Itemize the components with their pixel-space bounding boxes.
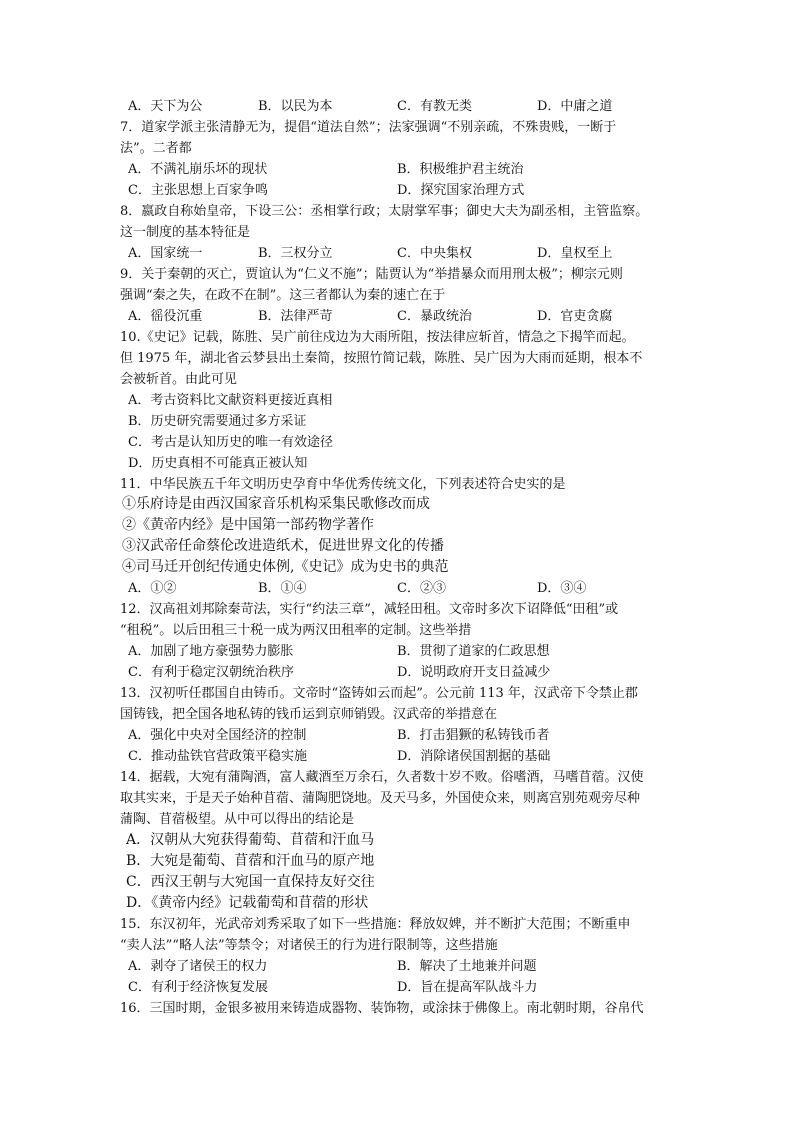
q7-option-b: B．积极维护君主统治 xyxy=(397,162,524,177)
q11-item-2: ②《黄帝内经》是中国第一部药物学著作 xyxy=(122,517,374,533)
q6-option-b: B．以民为本 xyxy=(258,99,333,114)
q9-stem-line-1: 9．关于秦朝的灭亡，贾谊认为“仁义不施”；陆贾认为“举措暴众而用刑太极”；柳宗元则 xyxy=(120,267,623,282)
q9-option-d: D．官吏贪腐 xyxy=(537,309,613,324)
q12-option-a: A．加剧了地方豪强势力膨胀 xyxy=(128,644,294,659)
q14-stem-line-1: 14．据载，大宛有蒲陶酒，富人藏酒至万余石，久者数十岁不败。俗嗜酒，马嗜苜蓿。汉使 xyxy=(120,770,644,785)
q7-option-a: A．不满礼崩乐坏的现状 xyxy=(128,162,268,177)
q9-option-c: C．暴政统治 xyxy=(397,309,472,324)
q12-option-d: D．说明政府开支日益减少 xyxy=(397,665,551,680)
q8-stem-line-2: 这一制度的基本特征是 xyxy=(120,225,251,240)
q6-option-a: A．天下为公 xyxy=(128,99,203,114)
q10-stem-line-2: 但 1975 年，湖北省云梦县出土秦简，按照竹简记载，陈胜、吴广因为大雨而延期，根本不 xyxy=(120,351,643,366)
q7-stem-line-1: 7．道家学派主张清静无为，提倡“道法自然”；法家强调“不别亲疏，不殊贵贱，一断于 xyxy=(120,120,617,135)
q7-option-c: C．主张思想上百家争鸣 xyxy=(128,183,268,198)
q12-stem-line-1: 12．汉高祖刘邦除秦苛法，实行“约法三章”，减轻田租。文帝时多次下诏降低“田租”或 xyxy=(120,602,619,617)
q6-option-d: D．中庸之道 xyxy=(537,99,613,114)
q12-option-b: B．贯彻了道家的仁政思想 xyxy=(397,644,550,659)
q10-stem-line-3: 会被斩首。由此可见 xyxy=(120,372,238,387)
q15-stem-line-2: “卖人法”“略人法”等禁令；对诸侯王的行为进行限制等，这些措施 xyxy=(120,938,498,953)
q15-option-c: C．有利于经济恢复发展 xyxy=(128,980,268,995)
q15-option-b: B．解决了土地兼并问题 xyxy=(397,959,537,974)
q13-option-d: D．消除诸侯国割据的基础 xyxy=(397,749,551,764)
q11-option-b: B．①④ xyxy=(258,581,307,596)
q8-option-b: B．三权分立 xyxy=(258,246,333,261)
q10-option-c: C．考古是认知历史的唯一有效途径 xyxy=(128,435,333,450)
q15-option-a: A．剥夺了诸侯王的权力 xyxy=(128,959,268,974)
q7-stem-line-2: 法”。二者都 xyxy=(120,141,192,156)
q11-option-c: C．②③ xyxy=(397,581,446,596)
q12-option-c: C．有利于稳定汉朝统治秩序 xyxy=(128,665,294,680)
q8-option-a: A．国家统一 xyxy=(128,246,203,261)
q10-option-d: D．历史真相不可能真正被认知 xyxy=(128,456,308,471)
q14-stem-line-3: 蒲陶、苜蓿极望。从中可以得出的结论是 xyxy=(120,812,355,827)
q9-option-a: A．徭役沉重 xyxy=(128,309,203,324)
q13-stem-line-2: 国铸钱，把全国各地私铸的钱币运到京师销毁。汉武帝的举措意在 xyxy=(120,707,498,722)
q14-stem-line-2: 取其实来，于是天子始种苜蓿、蒲陶肥饶地。及天马多，外国使众来，则离宫别苑观旁尽种 xyxy=(120,791,641,806)
q11-item-4: ④司马迁开创纪传通史体例,《史记》成为史书的典范 xyxy=(122,559,449,575)
q8-option-c: C．中央集权 xyxy=(397,246,472,261)
q15-option-d: D．旨在提高军队战斗力 xyxy=(397,980,538,995)
q11-stem-line-1: 11．中华民族五千年文明历史孕育中华优秀传统文化，下列表述符合史实的是 xyxy=(120,477,566,492)
q8-stem-line-1: 8．嬴政自称始皇帝，下设三公：丞相掌行政；太尉掌军事；御史大夫为副丞相，主管监察。 xyxy=(120,204,649,219)
q14-option-a: A．汉朝从大宛获得葡萄、苜蓿和汗血马 xyxy=(126,832,375,848)
q10-option-b: B．历史研究需要通过多方采证 xyxy=(128,414,307,429)
q16-stem-line-1: 16．三国时期，金银多被用来铸造成器物、装饰物，或涂抹于佛像上。南北朝时期，谷帛代 xyxy=(120,1001,644,1016)
q11-item-3: ③汉武帝任命蔡伦改进造纸术，促进世界文化的传播 xyxy=(122,538,444,554)
q11-option-a: A．①② xyxy=(128,581,177,596)
q14-option-d: D．《黄帝内经》记载葡萄和苜蓿的形状 xyxy=(126,895,369,911)
q15-stem-line-1: 15．东汉初年，光武帝刘秀采取了如下一些措施：释放奴婢，并不断扩大范围；不断重申 xyxy=(120,917,631,932)
q9-option-b: B．法律严苛 xyxy=(258,309,333,324)
q7-option-d: D．探究国家治理方式 xyxy=(397,183,525,198)
q14-option-c: C．西汉王朝与大宛国一直保持友好交往 xyxy=(126,874,375,890)
q6-option-c: C．有教无类 xyxy=(397,99,472,114)
q8-option-d: D．皇权至上 xyxy=(537,246,613,261)
q13-option-b: B．打击猖獗的私铸钱币者 xyxy=(397,728,550,743)
q10-option-a: A．考古资料比文献资料更接近真相 xyxy=(128,393,333,408)
q12-stem-line-2: “租税”。以后田租三十税一成为两汉田租率的定制。这些举措 xyxy=(120,623,472,638)
q10-stem-line-1: 10.《史记》记载，陈胜、吴广前往戍边为大雨所阻，按法律应斩首，情急之下揭竿而起。 xyxy=(120,330,635,345)
q13-option-c: C．推动盐铁官营政策平稳实施 xyxy=(128,749,307,764)
q13-option-a: A．强化中央对全国经济的控制 xyxy=(128,728,307,743)
q11-option-d: D．③④ xyxy=(537,581,587,596)
q14-option-b: B．大宛是葡萄、苜蓿和汗血马的原产地 xyxy=(126,853,375,869)
q9-stem-line-2: 强调“秦之失，在政不在制”。这三者都认为秦的速亡在于 xyxy=(120,288,446,303)
q13-stem-line-1: 13．汉初听任郡国自由铸币。文帝时“盗铸如云而起”。公元前 113 年，汉武帝下令禁止郡 xyxy=(120,686,638,701)
q11-item-1: ①乐府诗是由西汉国家音乐机构采集民歌修改而成 xyxy=(122,496,430,512)
